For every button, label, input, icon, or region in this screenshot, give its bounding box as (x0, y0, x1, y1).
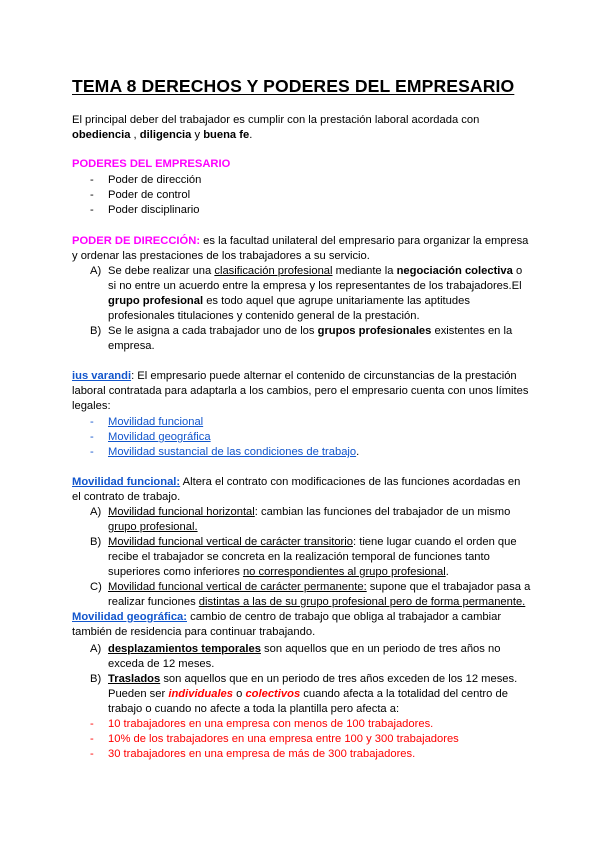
keyword-buena-fe: buena fe (203, 129, 250, 141)
geografica-line-2: también de residencia para continuar trabajando. (72, 626, 316, 638)
list-item: - 30 trabajadores en una empresa de más de 300 trabajadores. (90, 748, 416, 761)
poderes-list (90, 173, 202, 219)
item-marker-a: A) (90, 265, 102, 277)
geografica-b-line-2: Pueden ser individuales o colectivos cuando afecta a la totalidad del centro de (108, 688, 508, 700)
direccion-heading: PODER DE DIRECCIÓN: (72, 235, 201, 247)
item-marker-b: B) (90, 673, 102, 685)
geografica-a-line-2: exceda de 12 meses. (108, 658, 215, 670)
geografica-a-line-1: desplazamientos temporales son aquellos que en un periodo de tres años no (108, 643, 501, 655)
ius-line-2: laboral contratada para adaptarla a los cambios, pero el empresario cuenta con unos límites (72, 385, 529, 397)
list-item: - Movilidad funcional (90, 416, 204, 428)
poderes-heading: PODERES DEL EMPRESARIO (72, 158, 231, 170)
funcional-b-line-1: Movilidad funcional vertical de carácter transitorio: tiene lugar cuando el orden que (108, 536, 517, 548)
funcional-b-line-2: recibe el trabajador se concreta en la realización temporal de funciones tanto (108, 551, 490, 563)
item-marker-b: B) (90, 536, 102, 548)
geografica-heading: Movilidad geográfica: (72, 611, 187, 623)
keyword-diligencia: diligencia (139, 129, 192, 141)
link-movilidad-geografica[interactable]: Movilidad geográfica (108, 431, 211, 444)
geografica-line-1: Movilidad geográfica: cambio de centro de trabajo que obliga al trabajador a cambiar (72, 611, 502, 623)
direccion-a-line-1: Se debe realizar una clasificación profesional mediante la negociación colectiva o (108, 265, 523, 277)
list-item: - Movilidad geográfica (90, 431, 211, 444)
direccion-line-1: PODER DE DIRECCIÓN: es la facultad unilateral del empresario para organizar la empresa (72, 235, 529, 247)
page-title: TEMA 8 DERECHOS Y PODERES DEL EMPRESARIO (72, 76, 515, 96)
ius-line-1: ius varandi: El empresario puede alternar el contenido de circunstancias de la prestación (72, 370, 517, 382)
intro-line-1: El principal deber del trabajador es cumplir con la prestación laboral acordada con (72, 114, 480, 126)
item-marker-a: A) (90, 643, 102, 655)
movilidad-links-list (90, 415, 360, 461)
direccion-b-line-1: Se le asigna a cada trabajador uno de los grupos profesionales existentes en la (108, 325, 513, 337)
funcional-line-1: Movilidad funcional: Altera el contrato con modificaciones de las funciones acordadas en (72, 476, 521, 488)
funcional-a-line-1: Movilidad funcional horizontal: cambian las funciones del trabajador de un mismo (108, 506, 511, 518)
direccion-a-line-2: si no entre un acuerdo entre la empresa y los representantes de los trabajadores.El (108, 280, 522, 292)
ius-line-3: legales: (72, 400, 111, 412)
list-item: - 10% de los trabajadores en una empresa entre 100 y 300 trabajadores (90, 733, 459, 746)
ius-varandi-term: ius varandi (72, 370, 132, 382)
list-item: - Poder disciplinario (90, 204, 200, 217)
funcional-line-2: el contrato de trabajo. (72, 491, 181, 503)
traslados-criteria-list (90, 717, 459, 763)
funcional-heading: Movilidad funcional: (72, 476, 181, 488)
funcional-a-line-2: grupo profesional. (108, 521, 198, 533)
funcional-b-line-3: superiores como inferiores no correspondientes al grupo profesional. (108, 566, 449, 578)
keyword-obediencia: obediencia (72, 129, 131, 141)
direccion-a-line-4: profesionales titulaciones y contenido general de la prestación. (108, 310, 420, 322)
list-item: - 10 trabajadores en una empresa con menos de 100 trabajadores. (90, 718, 434, 730)
direccion-b-line-2: empresa. (108, 340, 155, 352)
direccion-a-line-3: grupo profesional es todo aquel que agrupe unitariamente las aptitudes (108, 295, 470, 307)
geografica-b-line-3: trabajo o cuando no afecte a toda la plantilla pero afecta a: (108, 703, 400, 715)
link-movilidad-sustancial[interactable]: Movilidad sustancial de las condiciones de trabajo (108, 446, 357, 459)
funcional-c-line-2: realizar funciones distintas a las de su grupo profesional pero de forma permanente. (108, 596, 526, 608)
list-item: - Movilidad sustancial de las condiciones de trabajo. (90, 446, 360, 459)
geografica-b-line-1: Traslados son aquellos que en un periodo de tres años exceden de los 12 meses. (108, 673, 518, 685)
link-movilidad-funcional[interactable]: Movilidad funcional (108, 416, 204, 428)
list-item: - Poder de dirección (90, 174, 202, 186)
funcional-c-line-1: Movilidad funcional vertical de carácter permanente: supone que el trabajador pasa a (108, 581, 531, 593)
item-marker-a: A) (90, 506, 102, 518)
intro-line-2: obediencia , diligencia y buena fe. (72, 129, 253, 141)
item-marker-c: C) (90, 581, 102, 593)
list-item: - Poder de control (90, 189, 191, 202)
item-marker-b: B) (90, 325, 102, 337)
direccion-line-2: y ordenar las prestaciones de los trabajadores a su servicio. (72, 250, 370, 262)
